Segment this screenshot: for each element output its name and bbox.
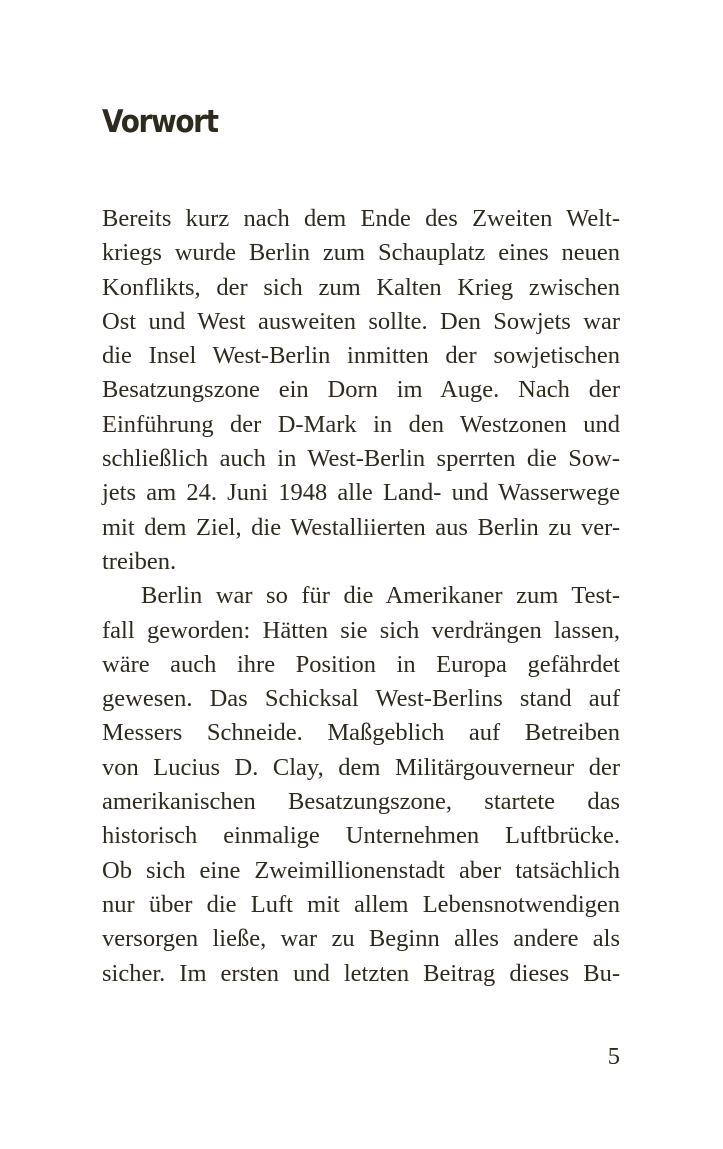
text-line: die Insel West-Berlin inmitten der sowjetischen: [102, 342, 620, 370]
text-line: wäre auch ihre Position in Europa gefährdet: [102, 650, 620, 678]
text-line: historisch einmalige Unternehmen Luftbrücke.: [102, 822, 620, 850]
text-line: versorgen ließe, war zu Beginn alles andere als: [102, 925, 620, 953]
text-line: Besatzungszone ein Dorn im Auge. Nach der: [102, 376, 620, 404]
body-text: [102, 202, 620, 991]
text-line: treiben.: [102, 547, 177, 575]
text-line: gewesen. Das Schicksal West-Berlins stand auf: [102, 685, 620, 713]
text-line: Ost und West ausweiten sollte. Den Sowjets war: [102, 307, 620, 335]
text-line: jets am 24. Juni 1948 alle Land- und Wasserwege: [102, 479, 620, 507]
text-line: Berlin war so für die Amerikaner zum Test-: [141, 582, 620, 610]
text-line: Messers Schneide. Maßgeblich auf Betreiben: [102, 719, 620, 747]
paragraph-1: [102, 202, 620, 579]
text-line: Konflikts, der sich zum Kalten Krieg zwischen: [102, 273, 620, 301]
text-line: Ob sich eine Zweimillionenstadt aber tatsächlich: [102, 856, 620, 884]
text-line: kriegs wurde Berlin zum Schauplatz eines neuen: [102, 239, 620, 267]
text-line: mit dem Ziel, die Westalliierten aus Berlin zu ver-: [102, 513, 620, 541]
text-line: Einführung der D-Mark in den Westzonen und: [102, 410, 620, 438]
text-line: Bereits kurz nach dem Ende des Zweiten Welt-: [102, 205, 620, 232]
text-line: fall geworden: Hätten sie sich verdrängen lassen,: [102, 616, 620, 644]
text-line: nur über die Luft mit allem Lebensnotwendigen: [102, 890, 620, 918]
text-line: von Lucius D. Clay, dem Militärgouverneur der: [102, 753, 620, 781]
text-line: amerikanischen Besatzungszone, startete das: [102, 788, 620, 816]
text-line: sicher. Im ersten und letzten Beitrag dieses Bu-: [102, 959, 620, 987]
chapter-heading: Vorwort: [102, 104, 218, 140]
text-line: schließlich auch in West-Berlin sperrten die Sow-: [102, 445, 620, 473]
page-number: 5: [607, 1043, 620, 1070]
paragraph-2: [102, 579, 620, 991]
